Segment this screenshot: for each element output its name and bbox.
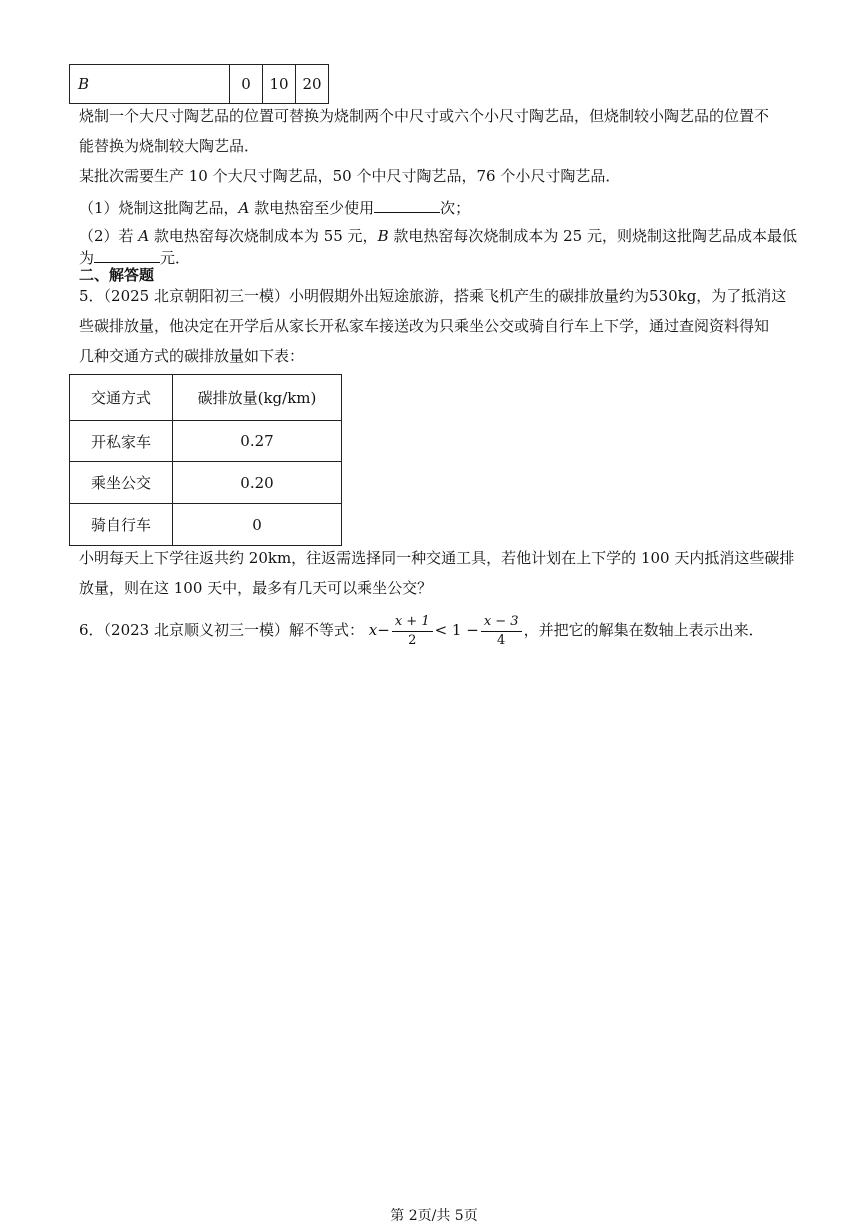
question-1: （1）烧制这批陶艺品，A 款电热窑至少使用 次； <box>79 196 470 218</box>
table-header-mode: 交通方式 <box>70 375 173 421</box>
intro-line-3: 某批次需要生产 10 个大尺寸陶艺品，50 个中尺寸陶艺品，76 个小尺寸陶艺品． <box>79 167 621 185</box>
table-cell-mode: 骑自行车 <box>70 504 173 546</box>
kiln-b-label: B <box>70 65 230 104</box>
table-row <box>70 421 342 462</box>
table-cell-emission: 0.27 <box>173 421 342 462</box>
problem-5-line-3: 几种交通方式的碳排放量如下表： <box>79 347 305 365</box>
question-2-line-1: （2）若 A 款电热窑每次烧制成本为 55 元，B 款电热窑每次烧制成本为 25 元，则烧制这批陶艺品成本最低 <box>79 227 797 245</box>
table-cell-emission: 0.20 <box>173 462 342 504</box>
section-heading: 二、解答题 <box>79 266 155 284</box>
kiln-b-value-medium: 10 <box>263 65 296 104</box>
kiln-b-value-small: 20 <box>296 65 329 104</box>
fraction-1: $\frac{x + 1}{2}$ <box>392 613 433 650</box>
answer-blank-2[interactable] <box>94 246 160 263</box>
table-cell-mode: 开私家车 <box>70 421 173 462</box>
problem-5-question-line-2: 放量，则在这 100 天中，最多有几天可以乘坐公交？ <box>79 579 433 597</box>
question-2-line-2: 为 元． <box>79 246 190 268</box>
carbon-emission-table <box>69 374 342 546</box>
page-footer: 第 2页/共 5页 <box>390 1208 478 1224</box>
answer-blank-1[interactable] <box>374 196 440 213</box>
problem-5-question-line-1: 小明每天上下学往返共约 20km，往返需选择同一种交通工具，若他计划在上下学的 100 天内抵消这些碳排 <box>79 549 795 567</box>
table-cell-emission: 0 <box>173 504 342 546</box>
intro-line-2: 能替换为烧制较大陶艺品． <box>79 137 260 155</box>
problem-5-line-1: 5．（2025 北京朝阳初三一模）小明假期外出短途旅游，搭乘飞机产生的碳排放量约为530kg，为了抵消这 <box>79 287 787 305</box>
table-row <box>70 504 342 546</box>
fraction-2: $\frac{x - 3}{4}$ <box>481 613 522 650</box>
kiln-table-partial <box>69 64 329 104</box>
intro-line-1: 烧制一个大尺寸陶艺品的位置可替换为烧制两个中尺寸或六个小尺寸陶艺品，但烧制较小陶艺品的位置不 <box>79 107 770 125</box>
kiln-b-value-large: 0 <box>230 65 263 104</box>
table-cell-mode: 乘坐公交 <box>70 462 173 504</box>
problem-6: 6．（2023 北京顺义初三一模）解不等式： x− $\frac{x + 1}{2}$ < 1 − $\frac{x - 3}{4}$ ，并把它的解集在数轴上表示出来． <box>79 613 764 648</box>
table-row <box>70 462 342 504</box>
table-header-emission: 碳排放量(kg/km) <box>173 375 342 421</box>
problem-5-line-2: 些碳排放量，他决定在开学后从家长开私家车接送改为只乘坐公交或骑自行车上下学，通过查阅资料得知 <box>79 317 770 335</box>
